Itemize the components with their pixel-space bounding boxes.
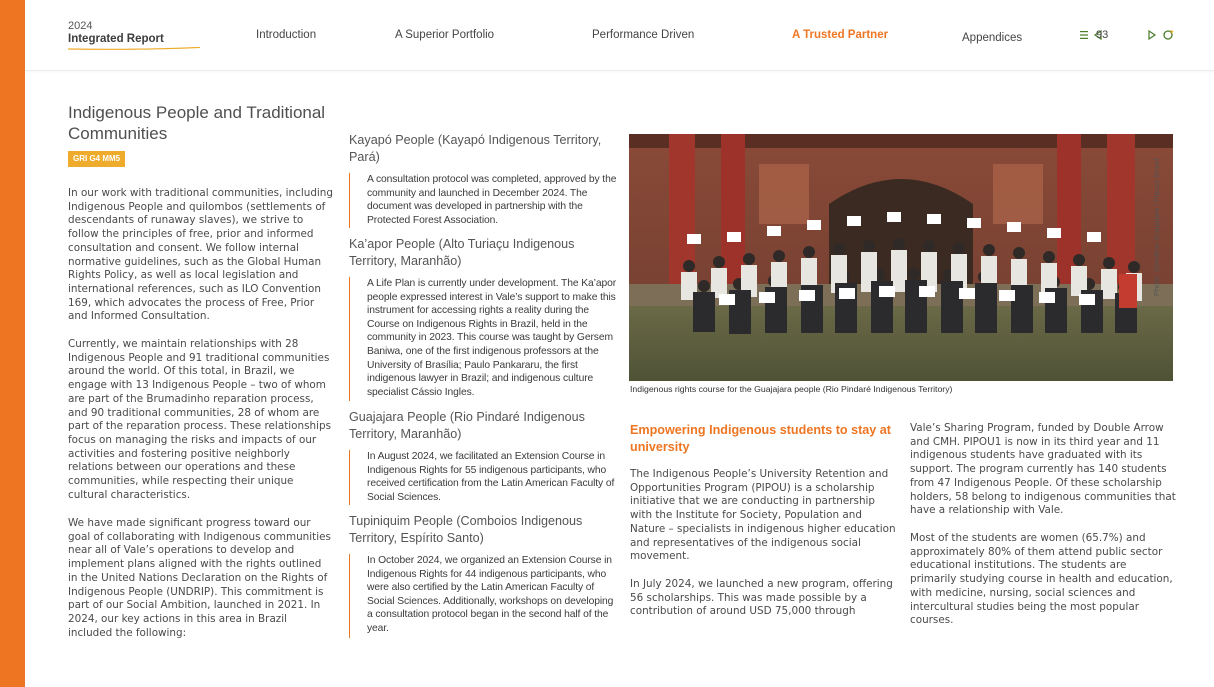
- menu-icon[interactable]: [1079, 30, 1090, 40]
- kayapo-title: Kayapó People (Kayapó Indigenous Territory, Pará): [349, 133, 602, 164]
- nav-introduction[interactable]: Introduction: [256, 29, 317, 41]
- tupiniquim-text: In October 2024, we organized an Extension Course in Indigenous Rights for 44 indigenous participants, who were also certified by the Latin American Faculty of Social Sciences. Additionally, workshops on developing a consultation protocol began in the second half of the year.: [349, 554, 617, 638]
- pipou-paragraph-2: In July 2024, we launched a new program, offering 56 scholarships. This was made possible by a contribution of around USD 75,000 through: [630, 578, 893, 618]
- sharing-paragraph-1: Vale’s Sharing Program, funded by Double Arrow and CMH. PIPOU1 is now in its third year and 11 indigenous students have graduated with its support. The program currently has 140 students from 47 Indigenous People. Of these scholarship holders, 58 belong to indigenous communities that have a relationship with Vale.: [910, 422, 1176, 517]
- side-accent-bar: [0, 0, 25, 687]
- nav-performance-driven[interactable]: Performance Driven: [592, 29, 695, 41]
- kayapo-text: A consultation protocol was completed, approved by the community and launched in December 2024. The document was developed in partnership with the Protected Forest Association.: [349, 173, 617, 228]
- nav-trusted-partner[interactable]: A Trusted Partner: [792, 29, 889, 41]
- tupiniquim-title: Tupiniquim People (Comboios Indigenous Territory, Espírito Santo): [349, 514, 583, 545]
- brand-year: 2024: [68, 20, 93, 32]
- intro-paragraph-3: We have made significant progress toward our goal of collaborating with Indigenous communities near all of Vale’s operations to develop and implement plans aligned with the rights outlined in the United Nations Declaration on the Rights of Indigenous People (UNDRIP). This commitment is part of our Social Ambition, launched in 2021. In 2024, our key actions in this area in Brazil included the following:: [68, 517, 331, 639]
- report-brand[interactable]: [68, 20, 164, 46]
- top-navigation-bar: [25, 0, 1214, 71]
- page-number: 93: [1096, 29, 1109, 41]
- kaapor-title: Ka’apor People (Alto Turiaçu Indigenous Territory, Maranhão): [349, 237, 575, 268]
- photo-caption: Indigenous rights course for the Guajajara people (Rio Pindaré Indigenous Territory): [630, 384, 953, 394]
- pipou-paragraph-1: The Indigenous People’s University Retention and Opportunities Program (PIPOU) is a scholarship initiative that we are conducting in partnership with the Institute for Society, Population and Nature – specialists in indigenous higher education and representatives of the indigenous social movement.: [630, 468, 896, 563]
- empowering-title: Empowering Indigenous students to stay at university: [630, 423, 891, 454]
- refresh-icon[interactable]: [1162, 29, 1174, 41]
- brand-title: Integrated Report: [68, 33, 164, 45]
- brand-swoosh-line: [68, 47, 200, 50]
- gri-tag[interactable]: GRI G4 MM5: [68, 151, 125, 167]
- kaapor-text: A Life Plan is currently under development. The Ka’apor people expressed interest in Vale’s support to make this instrument for accessing rights a reality during the Course on Indigenous Rights in Brazil, held in the community in 2023. This course was taught by Gersem Baniwa, one of the first indigenous professors at the University of Brasília; Paulo Pankararu, the first indigenous lawyer in Brazil; and indigenous culture specialist Cássio Ingles.: [349, 277, 617, 401]
- intro-paragraph-1: In our work with traditional communities, including Indigenous People and quilombos (settlements of descendants of runaway slaves), we strive to follow the principles of free, prior and informed consultation and consent. We follow internal normative guidelines, such as the Global Human Rights Policy, as well as local legislation and international references, such as ILO Convention 169, which advocates the process of Free, Prior and Informed Consultation.: [68, 187, 333, 323]
- nav-superior-portfolio[interactable]: A Superior Portfolio: [395, 29, 495, 41]
- guajajara-text: In August 2024, we facilitated an Extension Course in Indigenous Rights for 55 indigenous participants, who received certification from the Latin American Faculty of Social Sciences.: [349, 450, 617, 505]
- section-title: Indigenous People and Traditional Communities: [68, 103, 326, 143]
- intro-paragraph-2: Currently, we maintain relationships with 28 Indigenous People and 91 traditional communities around the world. Of this total, in Brazil, we engage with 13 Indigenous People – two of whom are part of the Brumadinho reparation process, and 90 traditional communities, 28 of whom are part of the reparation process. These relationships focus on managing the risks and impacts of our activities and fostering positive neighborly relations between our operations and these communities, while respecting their unique cultural characteristics.: [68, 338, 331, 501]
- sharing-paragraph-2: Most of the students are women (65.7%) and approximately 80% of them attend public sector educational institutions. The students are primarily studying course in health and education, with medicine, nursing, social sciences and intercultural studies being the most popular courses.: [910, 532, 1173, 627]
- group-photo: [629, 134, 1173, 381]
- nav-appendices[interactable]: Appendices: [962, 32, 1023, 44]
- guajajara-title: Guajajara People (Rio Pindaré Indigenous Territory, Maranhão): [349, 410, 585, 441]
- photo-credit: Photo: Genilson Guajajara / Flacso Brasil: [1152, 158, 1161, 296]
- next-page-icon[interactable]: [1147, 30, 1157, 40]
